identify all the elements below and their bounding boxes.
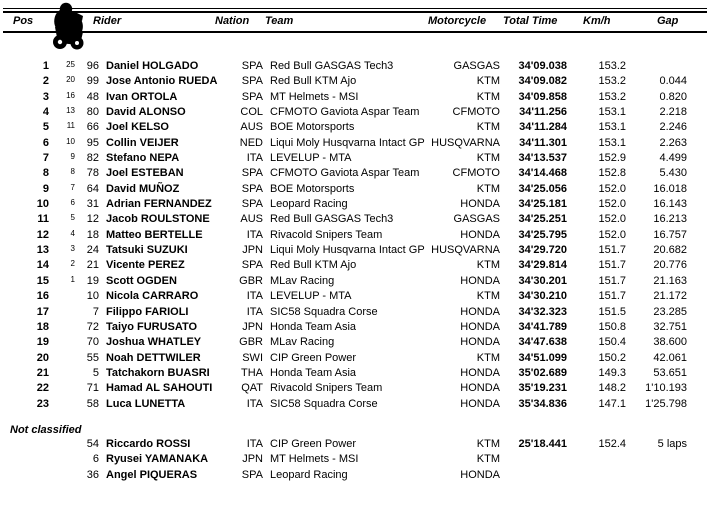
total-time: 34'25.795 bbox=[518, 228, 567, 241]
rider-number: 21 bbox=[86, 259, 99, 272]
nation-code: SPA bbox=[241, 60, 263, 72]
total-time: 34'30.201 bbox=[518, 274, 567, 287]
rider-name: Luca LUNETTA bbox=[106, 397, 186, 410]
rider-number: 78 bbox=[86, 167, 99, 180]
speed-kmh: 147.1 bbox=[598, 397, 626, 410]
column-header-total-time: Total Time bbox=[503, 15, 558, 27]
position-value: 9 bbox=[42, 182, 49, 195]
rider-number: 36 bbox=[86, 468, 99, 481]
points-value: 9 bbox=[70, 152, 75, 162]
team-name: CFMOTO Gaviota Aspar Team bbox=[270, 167, 420, 180]
total-time: 34'25.181 bbox=[518, 198, 567, 211]
gap-value: 1'25.798 bbox=[645, 397, 687, 410]
team-name: Liqui Moly Husqvarna Intact GP bbox=[270, 244, 425, 257]
motorcycle-brand: HONDA bbox=[460, 366, 500, 379]
points-value: 4 bbox=[70, 228, 75, 238]
rider-name: Stefano NEPA bbox=[106, 152, 180, 165]
position-value: 13 bbox=[36, 244, 49, 257]
speed-kmh: 150.8 bbox=[598, 320, 626, 333]
speed-kmh: 152.9 bbox=[598, 152, 626, 165]
team-name: Red Bull GASGAS Tech3 bbox=[270, 213, 394, 226]
rider-number: 12 bbox=[86, 213, 99, 226]
position-value: 15 bbox=[36, 274, 49, 287]
points-value: 3 bbox=[70, 244, 75, 254]
position-value: 19 bbox=[36, 336, 49, 349]
header-top-rule-1 bbox=[3, 8, 707, 9]
nation-code: AUS bbox=[240, 121, 263, 134]
speed-kmh: 152.0 bbox=[598, 228, 626, 241]
speed-kmh: 152.0 bbox=[598, 182, 626, 195]
gap-value: 16.757 bbox=[653, 228, 687, 241]
nation-code: ITA bbox=[246, 397, 263, 410]
speed-kmh: 152.8 bbox=[598, 167, 626, 180]
speed-kmh: 149.3 bbox=[598, 366, 626, 379]
rider-number: 95 bbox=[86, 136, 99, 149]
nation-code: ITA bbox=[246, 305, 263, 318]
nation-code: JPN bbox=[242, 320, 263, 333]
rider-name: Joshua WHATLEY bbox=[106, 336, 202, 349]
rider-name: Ivan ORTOLA bbox=[106, 90, 178, 103]
team-name: CIP Green Power bbox=[270, 351, 357, 364]
classified-results-table bbox=[0, 60, 711, 413]
rider-name: Angel PIQUERAS bbox=[106, 468, 198, 481]
position-value: 8 bbox=[42, 167, 49, 180]
motorcycle-brand: HONDA bbox=[460, 382, 500, 395]
motorcycle-brand: HONDA bbox=[460, 228, 500, 241]
total-time: 34'25.056 bbox=[518, 182, 567, 195]
gap-value: 32.751 bbox=[653, 320, 687, 333]
rider-number: 66 bbox=[86, 121, 99, 134]
motorcycle-brand: HONDA bbox=[460, 305, 500, 318]
speed-kmh: 150.2 bbox=[598, 351, 626, 364]
total-time: 34'32.323 bbox=[518, 305, 567, 318]
position-value: 21 bbox=[36, 366, 49, 379]
position-value: 6 bbox=[42, 136, 49, 149]
position-value: 23 bbox=[36, 397, 49, 410]
rider-name: Jose Antonio RUEDA bbox=[106, 75, 218, 88]
rider-name: Riccardo ROSSI bbox=[106, 438, 191, 450]
team-name: Honda Team Asia bbox=[270, 320, 357, 333]
motorcycle-brand: HONDA bbox=[460, 336, 500, 349]
total-time: 35'02.689 bbox=[518, 366, 567, 379]
team-name: Leopard Racing bbox=[270, 198, 348, 211]
team-name: MT Helmets - MSI bbox=[270, 90, 359, 103]
position-value: 3 bbox=[42, 90, 49, 103]
points-value: 16 bbox=[66, 90, 75, 100]
rider-name: Daniel HOLGADO bbox=[106, 60, 199, 72]
nation-code: GBR bbox=[239, 336, 263, 349]
position-value: 22 bbox=[36, 382, 49, 395]
position-value: 7 bbox=[42, 152, 49, 165]
team-name: Red Bull KTM Ajo bbox=[270, 75, 357, 88]
rider-number: 96 bbox=[86, 60, 99, 72]
position-value: 5 bbox=[42, 121, 49, 134]
table-row bbox=[0, 367, 711, 382]
nation-code: SWI bbox=[242, 351, 263, 364]
table-row bbox=[0, 382, 711, 397]
team-name: MLav Racing bbox=[270, 274, 335, 287]
rider-number: 80 bbox=[86, 106, 99, 119]
position-value: 10 bbox=[36, 198, 49, 211]
rider-name: Taiyo FURUSATO bbox=[106, 320, 198, 333]
table-header bbox=[0, 0, 711, 52]
points-value: 6 bbox=[70, 198, 75, 208]
gap-value: 2.218 bbox=[659, 106, 687, 119]
header-bottom-rule bbox=[3, 31, 707, 34]
gap-value: 53.651 bbox=[653, 366, 687, 379]
speed-kmh: 152.0 bbox=[598, 198, 626, 211]
nation-code: JPN bbox=[242, 453, 263, 466]
total-time: 35'19.231 bbox=[518, 382, 567, 395]
rider-name: Hamad AL SAHOUTI bbox=[106, 382, 213, 395]
total-time: 34'11.256 bbox=[519, 106, 567, 119]
table-row bbox=[0, 469, 711, 484]
nation-code: GBR bbox=[239, 274, 263, 287]
points-value: 1 bbox=[70, 274, 75, 284]
position-value: 17 bbox=[36, 305, 49, 318]
rider-name: Tatsuki SUZUKI bbox=[106, 244, 188, 257]
rider-name: Jacob ROULSTONE bbox=[106, 213, 210, 226]
table-row bbox=[0, 152, 711, 167]
rider-number: 54 bbox=[86, 438, 99, 450]
rider-name: Vicente PEREZ bbox=[106, 259, 185, 272]
points-value: 10 bbox=[66, 136, 75, 146]
speed-kmh: 153.2 bbox=[598, 75, 626, 88]
total-time: 35'34.836 bbox=[518, 397, 567, 410]
motorcycle-brand: KTM bbox=[476, 290, 500, 303]
rider-name: Ryusei YAMANAKA bbox=[106, 453, 209, 466]
rider-name: David ALONSO bbox=[106, 106, 186, 119]
total-time: 34'13.537 bbox=[518, 152, 567, 165]
team-name: Red Bull GASGAS Tech3 bbox=[270, 60, 394, 72]
table-row bbox=[0, 106, 711, 121]
team-name: Rivacold Snipers Team bbox=[270, 228, 383, 241]
table-row bbox=[0, 290, 711, 305]
nation-code: JPN bbox=[242, 244, 263, 257]
speed-kmh: 153.2 bbox=[598, 60, 626, 72]
position-value: 18 bbox=[36, 320, 49, 333]
points-value: 8 bbox=[70, 167, 75, 177]
rider-number: 18 bbox=[86, 228, 99, 241]
nation-code: SPA bbox=[241, 182, 263, 195]
total-time: 34'09.858 bbox=[518, 90, 567, 103]
not-classified-table bbox=[0, 438, 711, 484]
table-row bbox=[0, 336, 711, 351]
total-time: 34'14.468 bbox=[518, 167, 567, 180]
nation-code: ITA bbox=[246, 152, 263, 165]
team-name: Rivacold Snipers Team bbox=[270, 382, 383, 395]
speed-kmh: 150.4 bbox=[598, 336, 626, 349]
total-time: 34'30.210 bbox=[518, 290, 567, 303]
gap-value: 16.143 bbox=[653, 198, 687, 211]
team-name: Honda Team Asia bbox=[270, 366, 357, 379]
total-time: 34'29.720 bbox=[518, 244, 567, 257]
column-header-kmh: Km/h bbox=[583, 15, 611, 27]
team-name: BOE Motorsports bbox=[270, 182, 355, 195]
team-name: CIP Green Power bbox=[270, 438, 357, 450]
nation-code: COL bbox=[240, 106, 263, 119]
rider-name: Tatchakorn BUASRI bbox=[106, 366, 210, 379]
rider-name: Collin VEIJER bbox=[106, 136, 179, 149]
table-row bbox=[0, 352, 711, 367]
nation-code: ITA bbox=[246, 228, 263, 241]
total-time: 34'41.789 bbox=[518, 320, 567, 333]
speed-kmh: 148.2 bbox=[598, 382, 626, 395]
gap-value: 2.246 bbox=[659, 121, 687, 134]
total-time: 34'25.251 bbox=[518, 213, 567, 226]
points-value: 5 bbox=[70, 213, 75, 223]
rider-name: Nicola CARRARO bbox=[106, 290, 199, 303]
nation-code: NED bbox=[239, 136, 263, 149]
motorcycle-brand: HUSQVARNA bbox=[431, 244, 500, 257]
header-top-rule-2 bbox=[3, 11, 707, 12]
rider-number: 5 bbox=[92, 366, 99, 379]
rider-number: 64 bbox=[86, 182, 99, 195]
column-header-motorcycle: Motorcycle bbox=[428, 15, 487, 27]
motorcycle-brand: HONDA bbox=[460, 468, 500, 481]
total-time: 34'11.284 bbox=[519, 121, 567, 134]
gap-value: 16.213 bbox=[653, 213, 687, 226]
points-value: 20 bbox=[66, 75, 75, 85]
total-time: 34'11.301 bbox=[519, 136, 567, 149]
motorcycle-brand: KTM bbox=[476, 259, 500, 272]
gap-value: 23.285 bbox=[653, 305, 687, 318]
gap-value: 38.600 bbox=[653, 336, 687, 349]
team-name: Leopard Racing bbox=[270, 468, 348, 481]
rider-name: Scott OGDEN bbox=[106, 274, 177, 287]
total-time: 34'09.082 bbox=[518, 75, 567, 88]
motorcycle-brand: HONDA bbox=[460, 274, 500, 287]
position-value: 4 bbox=[42, 106, 49, 119]
motorcycle-brand: GASGAS bbox=[453, 60, 500, 72]
gap-value: 20.776 bbox=[653, 259, 687, 272]
speed-kmh: 152.0 bbox=[598, 213, 626, 226]
gap-value: 21.163 bbox=[653, 274, 687, 287]
rider-number: 71 bbox=[86, 382, 99, 395]
position-value: 14 bbox=[36, 259, 49, 272]
table-row bbox=[0, 306, 711, 321]
nation-code: SPA bbox=[241, 468, 263, 481]
rider-number: 99 bbox=[86, 75, 99, 88]
table-row bbox=[0, 91, 711, 106]
team-name: CFMOTO Gaviota Aspar Team bbox=[270, 106, 420, 119]
table-row bbox=[0, 438, 711, 453]
gap-value: 16.018 bbox=[653, 182, 687, 195]
table-row bbox=[0, 229, 711, 244]
rider-name: Joel KELSO bbox=[106, 121, 169, 134]
motorcycle-rider-icon bbox=[49, 1, 87, 50]
gap-value: 5 laps bbox=[657, 438, 687, 450]
table-row bbox=[0, 275, 711, 290]
motorcycle-brand: KTM bbox=[476, 75, 500, 88]
speed-kmh: 151.7 bbox=[598, 274, 626, 287]
nation-code: THA bbox=[241, 366, 263, 379]
nation-code: SPA bbox=[241, 167, 263, 180]
nation-code: SPA bbox=[241, 198, 263, 211]
motorcycle-brand: KTM bbox=[476, 121, 500, 134]
motorcycle-brand: KTM bbox=[476, 152, 500, 165]
table-row bbox=[0, 453, 711, 468]
table-row bbox=[0, 398, 711, 413]
gap-value: 20.682 bbox=[653, 244, 687, 257]
table-row bbox=[0, 198, 711, 213]
speed-kmh: 151.7 bbox=[598, 259, 626, 272]
rider-name: Adrian FERNANDEZ bbox=[106, 198, 212, 211]
rider-name: Joel ESTEBAN bbox=[106, 167, 184, 180]
gap-value: 2.263 bbox=[659, 136, 687, 149]
column-header-pos: Pos bbox=[13, 15, 34, 27]
rider-number: 55 bbox=[86, 351, 99, 364]
motorcycle-brand: HONDA bbox=[460, 198, 500, 211]
rider-number: 7 bbox=[92, 305, 99, 318]
speed-kmh: 151.5 bbox=[598, 305, 626, 318]
table-row bbox=[0, 60, 711, 75]
rider-number: 24 bbox=[86, 244, 99, 257]
nation-code: SPA bbox=[241, 259, 263, 272]
points-value: 25 bbox=[66, 60, 75, 69]
rider-number: 6 bbox=[92, 453, 99, 466]
position-value: 16 bbox=[36, 290, 49, 303]
position-value: 11 bbox=[37, 213, 49, 226]
gap-value: 0.044 bbox=[659, 75, 687, 88]
motorcycle-brand: GASGAS bbox=[453, 213, 500, 226]
table-row bbox=[0, 244, 711, 259]
rider-name: Matteo BERTELLE bbox=[106, 228, 203, 241]
team-name: SIC58 Squadra Corse bbox=[270, 305, 378, 318]
total-time: 34'51.099 bbox=[518, 351, 567, 364]
points-value: 7 bbox=[70, 182, 75, 192]
team-name: BOE Motorsports bbox=[270, 121, 355, 134]
position-value: 12 bbox=[36, 228, 49, 241]
table-row bbox=[0, 137, 711, 152]
nation-code: ITA bbox=[246, 438, 263, 450]
gap-value: 0.820 bbox=[659, 90, 687, 103]
team-name: MLav Racing bbox=[270, 336, 335, 349]
gap-value: 4.499 bbox=[659, 152, 687, 165]
rider-name: Filippo FARIOLI bbox=[106, 305, 189, 318]
points-value: 11 bbox=[66, 121, 75, 131]
rider-number: 19 bbox=[86, 274, 99, 287]
rider-number: 70 bbox=[86, 336, 99, 349]
rider-number: 31 bbox=[86, 198, 99, 211]
speed-kmh: 153.1 bbox=[598, 121, 626, 134]
team-name: LEVELUP - MTA bbox=[270, 152, 352, 165]
nation-code: AUS bbox=[240, 213, 263, 226]
team-name: SIC58 Squadra Corse bbox=[270, 397, 378, 410]
not-classified-heading: Not classified bbox=[10, 424, 82, 436]
rider-name: Noah DETTWILER bbox=[106, 351, 201, 364]
nation-code: SPA bbox=[241, 75, 263, 88]
column-header-rider: Rider bbox=[93, 15, 122, 27]
team-name: MT Helmets - MSI bbox=[270, 453, 359, 466]
team-name: Liqui Moly Husqvarna Intact GP bbox=[270, 136, 425, 149]
motorcycle-brand: KTM bbox=[476, 453, 500, 466]
column-header-nation: Nation bbox=[215, 15, 250, 27]
rider-number: 82 bbox=[86, 152, 99, 165]
points-value: 2 bbox=[70, 259, 75, 269]
speed-kmh: 152.4 bbox=[598, 438, 626, 450]
motorcycle-brand: KTM bbox=[476, 438, 500, 450]
nation-code: ITA bbox=[246, 290, 263, 303]
speed-kmh: 153.1 bbox=[598, 136, 626, 149]
rider-number: 10 bbox=[86, 290, 99, 303]
rider-number: 48 bbox=[86, 90, 99, 103]
motorcycle-brand: KTM bbox=[476, 351, 500, 364]
speed-kmh: 153.2 bbox=[598, 90, 626, 103]
table-row bbox=[0, 183, 711, 198]
table-row bbox=[0, 167, 711, 182]
total-time: 34'47.638 bbox=[518, 336, 567, 349]
total-time: 34'09.038 bbox=[518, 60, 567, 72]
rider-number: 72 bbox=[86, 320, 99, 333]
position-value: 20 bbox=[36, 351, 49, 364]
team-name: LEVELUP - MTA bbox=[270, 290, 352, 303]
column-header-team: Team bbox=[265, 15, 294, 27]
table-row bbox=[0, 75, 711, 90]
rider-number: 58 bbox=[86, 397, 99, 410]
gap-value: 21.172 bbox=[653, 290, 687, 303]
total-time: 25'18.441 bbox=[518, 438, 567, 450]
nation-code: QAT bbox=[241, 382, 263, 395]
table-row bbox=[0, 121, 711, 136]
rider-name: David MUÑOZ bbox=[106, 182, 180, 195]
speed-kmh: 151.7 bbox=[598, 244, 626, 257]
motorcycle-brand: KTM bbox=[476, 90, 500, 103]
motorcycle-brand: HONDA bbox=[460, 320, 500, 333]
position-value: 2 bbox=[42, 75, 49, 88]
table-row bbox=[0, 213, 711, 228]
speed-kmh: 151.7 bbox=[598, 290, 626, 303]
points-value: 13 bbox=[66, 106, 75, 116]
motorcycle-brand: HONDA bbox=[460, 397, 500, 410]
table-row bbox=[0, 321, 711, 336]
nation-code: SPA bbox=[241, 90, 263, 103]
speed-kmh: 153.1 bbox=[598, 106, 626, 119]
total-time: 34'29.814 bbox=[518, 259, 567, 272]
table-row bbox=[0, 259, 711, 274]
gap-value: 1'10.193 bbox=[645, 382, 687, 395]
team-name: Red Bull KTM Ajo bbox=[270, 259, 357, 272]
gap-value: 5.430 bbox=[659, 167, 687, 180]
position-value: 1 bbox=[42, 60, 49, 72]
column-header-gap: Gap bbox=[657, 15, 679, 27]
gap-value: 42.061 bbox=[653, 351, 687, 364]
motorcycle-brand: CFMOTO bbox=[452, 106, 500, 119]
motorcycle-brand: HUSQVARNA bbox=[431, 136, 500, 149]
motorcycle-brand: CFMOTO bbox=[452, 167, 500, 180]
motorcycle-brand: KTM bbox=[476, 182, 500, 195]
